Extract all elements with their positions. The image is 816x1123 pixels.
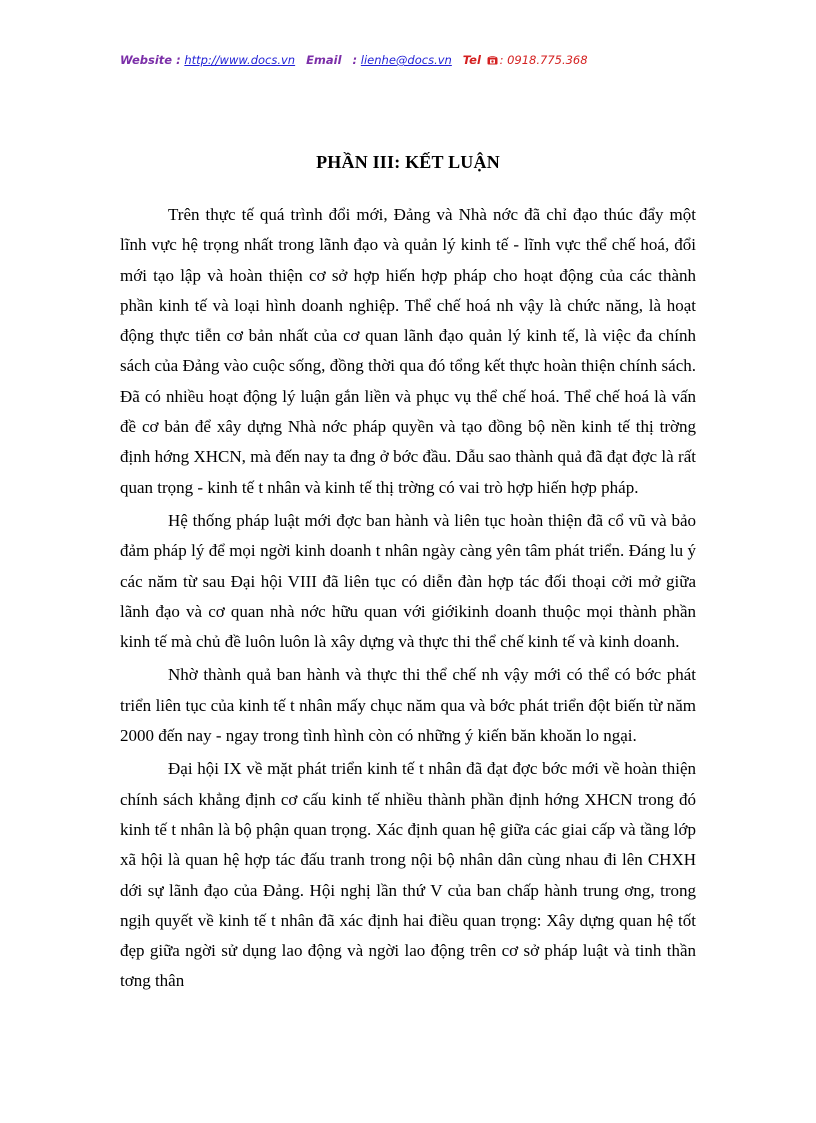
page-header [120,52,720,68]
document-body [120,200,696,1000]
paragraph: Đại hội IX về mặt phát triển kinh tế t nhân đã đạt đợc bớc mới về hoàn thiện chính sách khẳng định cơ cấu kinh tế nhiều thành phần định hớng XHCN trong đó kinh tế t nhân là bộ phận quan trọng. Xác định quan hệ giữa các giai cấp và tầng lớp xã hội là quan hệ hợp tác đấu tranh trong nội bộ nhân dân cùng nhau đi lên CHXH dới sự lãnh đạo của Đảng. Hội nghị lần thứ V của ban chấp hành trung ơng, trong ngịh quyết về kinh tế t nhân đã xác định hai điều quan trọng: Xây dựng quan hệ tốt đẹp giữa ngời sử dụng lao động và ngời lao động trên cơ sở pháp luật và tinh thần tơng thân [120,759,696,991]
email-separator: : [352,53,358,67]
website-label: Website : [120,53,181,67]
phone-number: : 0918.775.368 [499,53,588,67]
paragraph: Nhờ thành quả ban hành và thực thi thể chế nh vậy mới có thể có bớc phát triển liên tục của kinh tế t nhân mấy chục năm qua và bớc phát triển đột biến từ năm 2000 đến nay - ngay trong tình hình còn có những ý kiến băn khoăn lo ngại. [120,665,696,746]
page-title: PHẦN III: KẾT LUẬN [316,152,500,172]
paragraph: Trên thực tế quá trình đổi mới, Đảng và Nhà nớc đã chỉ đạo thúc đẩy một lĩnh vực hệ trọng nhất trong lãnh đạo và quản lý kinh tế - lĩnh vực thể chế hoá, đổi mới tạo lập và hoàn thiện cơ sở hợp hiến hợp pháp cho hoạt động của các thành phần kinh tế và loại hình doanh nghiệp. Thể chế hoá nh vậy là chức năng, là hoạt động thực tiễn cơ bản nhất của cơ quan lãnh đạo quản lý kinh tế, là việc đa chính sách của Đảng vào cuộc sống, đồng thời qua đó tổng kết thực hoàn thiện chính sách. Đã có nhiều hoạt động lý luận gắn liền và phục vụ thể chế hoá. Thể chế hoá là vấn đề cơ bản để xây dựng Nhà nớc pháp quyền và tạo đồng bộ nền kinh tế thị trờng định hớng XHCN, mà đến nay ta đng ở bớc đầu. Dẫu sao thành quả đã đạt đợc là rất quan trọng - kinh tế t nhân và kinh tế thị trờng có vai trò hợp hiến hợp pháp. [120,205,696,497]
paragraph: Hệ thống pháp luật mới đợc ban hành và liên tục hoàn thiện đã cổ vũ và bảo đảm pháp lý để mọi ngời kinh doanh t nhân ngày càng yên tâm phát triển. Đáng lu ý các năm từ sau Đại hội VIII đã liên tục có diễn đàn hợp tác đối thoại cởi mở giữa lãnh đạo và cơ quan nhà nớc hữu quan với giớikinh doanh thuộc mọi thành phần kinh tế mà chủ đề luôn luôn là xây dựng và thực thi thể chế kinh tế và kinh doanh. [120,510,696,652]
email-label: Email [306,53,342,67]
website-link[interactable]: http://www.docs.vn [184,53,296,67]
telephone-icon [487,53,498,63]
tel-label: Tel [462,53,481,67]
email-link[interactable]: lienhe@docs.vn [360,53,452,67]
